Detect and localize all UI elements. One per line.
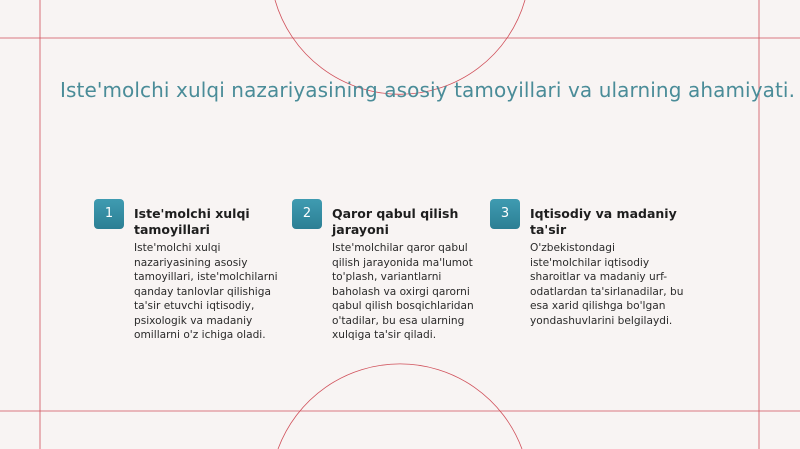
card-title: Qaror qabul qilish jarayoni [332,206,459,237]
card-text: Iste'molchilar qaror qabul qilish jarayonida ma'lumot to'plash, variantlarni baholash va oxirgi qarorni qabul qilish bosqichlaridan o'tadilar, bu esa ularning xulqiga ta'sir qiladi. [332,242,474,341]
card-text: O'zbekistondagi iste'molchilar iqtisodiy sharoitlar va madaniy urf-odatlardan ta'sirlanadilar, bu esa xarid qilishga bo'lgan yondashuvlarini belgilaydi. [530,242,684,327]
arc-bottom [278,364,522,449]
slide-title: Iste'molchi xulqi nazariyasining asosiy tamoyillari va ularning ahamiyati. [60,78,796,102]
number-badge: 2 [292,199,322,229]
card-text: Iste'molchi xulqi nazariyasining asosiy tamoyillari, iste'molchilarni qanday tanlovlar qilishiga ta'sir etuvchi iqtisodiy, psixologik va madaniy omillarni o'z ichiga oladi. [134,242,278,341]
number-badge: 3 [490,199,520,229]
card-title: Iste'molchi xulqi tamoyillari [134,206,250,237]
number-badge: 1 [94,199,124,229]
card-title: Iqtisodiy va madaniy ta'sir [530,206,677,237]
